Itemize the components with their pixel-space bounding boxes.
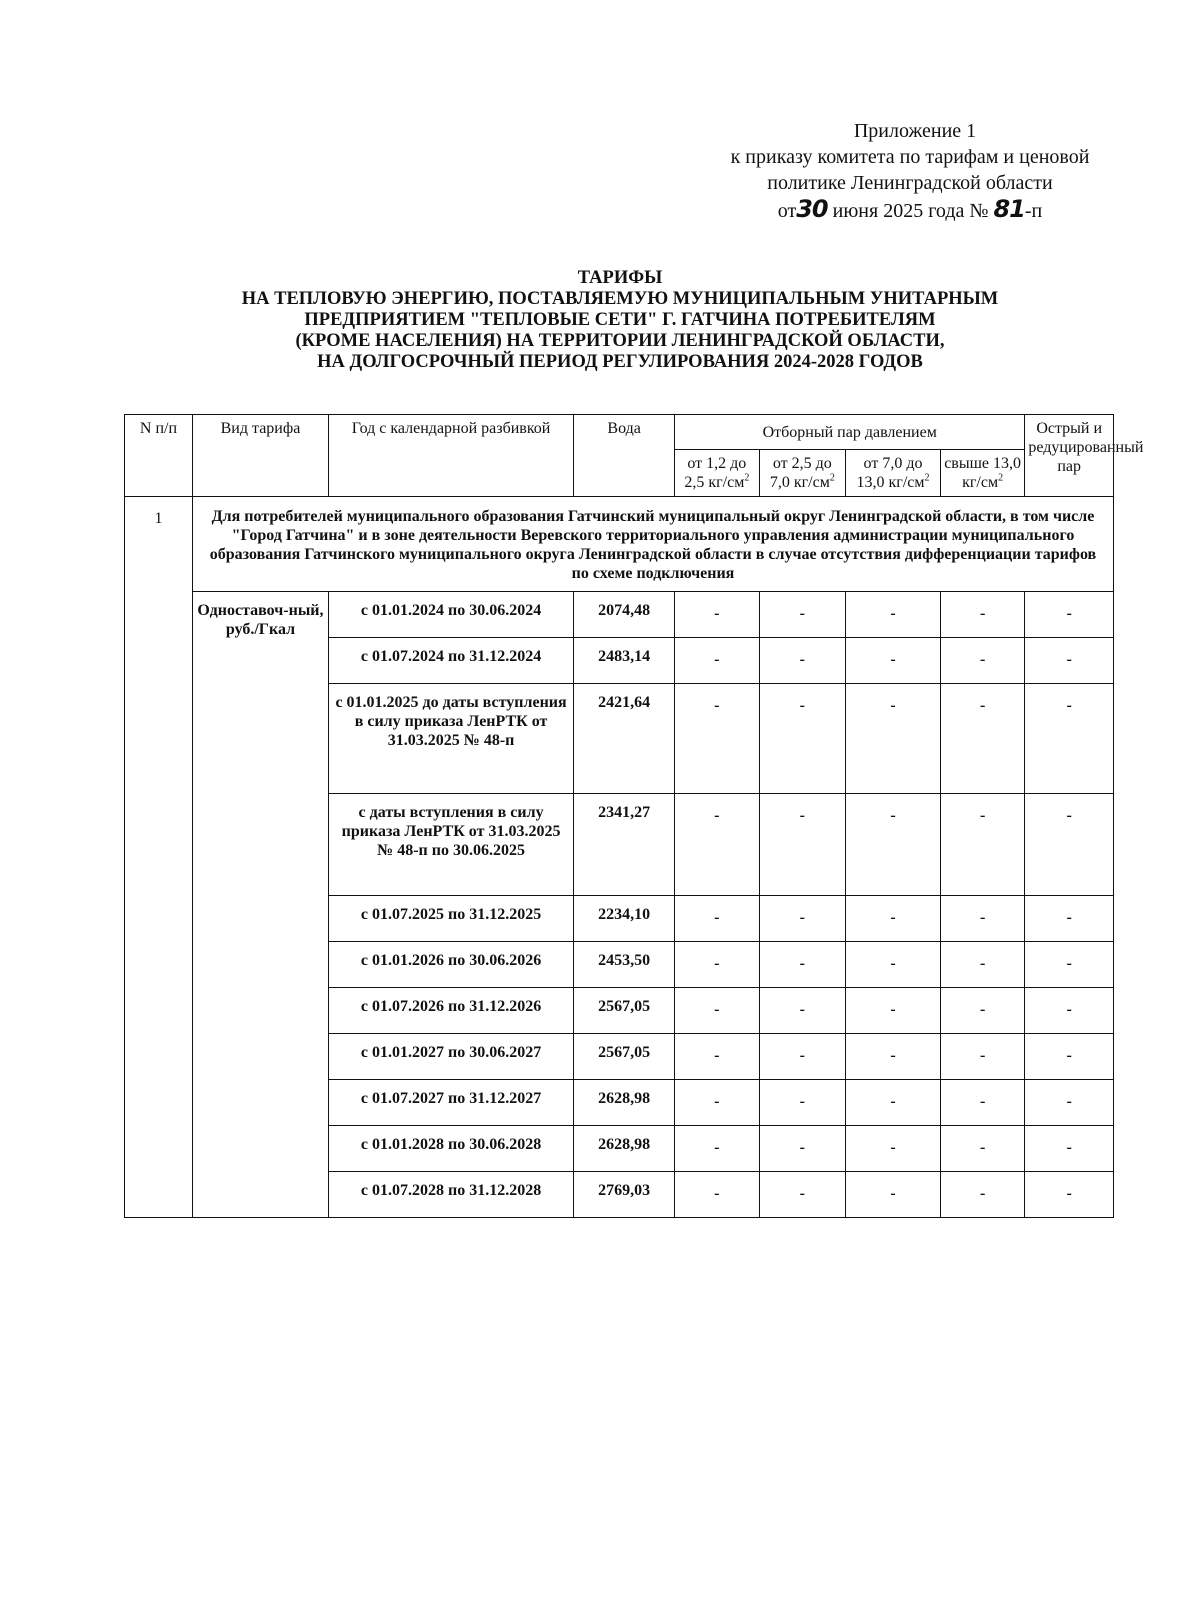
empty-dash: - [846,592,941,638]
empty-dash: - [1025,684,1114,794]
empty-dash: - [846,988,941,1034]
empty-dash: - [846,1126,941,1172]
water-value: 2421,64 [574,684,675,794]
handwritten-order-number: 81 [993,195,1025,223]
section-num: 1 [125,497,193,1218]
tariff-type-label: Одноставоч-ный, руб./Гкал [192,592,328,1218]
period-cell: с 01.01.2026 по 30.06.2026 [328,942,573,988]
empty-dash: - [675,1034,759,1080]
header-steam-3: от 7,0 до 13,0 $кг/см^2$ [846,450,941,497]
empty-dash: - [675,1126,759,1172]
header-year: Год с календарной разбивкой [328,415,573,497]
header-tariff-type: Вид тарифа [192,415,328,497]
title-line-3: ПРЕДПРИЯТИЕМ "ТЕПЛОВЫЕ СЕТИ" Г. ГАТЧИНА ПОТРЕБИТЕЛЯМ [304,310,936,330]
handwritten-day: 30 [796,195,828,223]
empty-dash: - [675,1172,759,1218]
empty-dash: - [940,896,1024,942]
empty-dash: - [846,1034,941,1080]
empty-dash: - [1025,1080,1114,1126]
period-cell: с 01.07.2028 по 31.12.2028 [328,1172,573,1218]
water-value: 2341,27 [574,794,675,896]
empty-dash: - [846,1080,941,1126]
tariff-table [124,414,1144,1218]
empty-dash: - [675,942,759,988]
water-value: 2453,50 [574,942,675,988]
table-row [125,592,1114,638]
document-title [120,268,1120,373]
water-value: 2483,14 [574,638,675,684]
empty-dash: - [940,1080,1024,1126]
empty-dash: - [1025,896,1114,942]
period-cell: с 01.07.2025 по 31.12.2025 [328,896,573,942]
date-month-year: июня 2025 года № [832,200,989,222]
empty-dash: - [759,638,846,684]
appendix-header [690,118,1130,224]
empty-dash: - [940,1034,1024,1080]
empty-dash: - [759,1080,846,1126]
empty-dash: - [846,896,941,942]
empty-dash: - [1025,638,1114,684]
empty-dash: - [846,942,941,988]
empty-dash: - [759,1034,846,1080]
header-water: Вода [574,415,675,497]
empty-dash: - [1025,592,1114,638]
empty-dash: - [675,896,759,942]
empty-dash: - [1025,1172,1114,1218]
period-cell: с 01.01.2024 по 30.06.2024 [328,592,573,638]
period-cell: с 01.07.2026 по 31.12.2026 [328,988,573,1034]
empty-dash: - [940,1172,1024,1218]
empty-dash: - [940,638,1024,684]
header-steam-group: Отборный пар давлением [675,415,1025,450]
period-cell: с 01.01.2025 до даты вступления в силу приказа ЛенРТК от 31.03.2025 № 48-п [328,684,573,794]
empty-dash: - [675,592,759,638]
empty-dash: - [940,794,1024,896]
empty-dash: - [846,1172,941,1218]
order-suffix: -п [1024,200,1043,222]
appendix-committee-line: политике Ленинградской области [767,172,1053,194]
water-value: 2567,05 [574,1034,675,1080]
empty-dash: - [675,638,759,684]
empty-dash: - [675,1080,759,1126]
empty-dash: - [675,988,759,1034]
empty-dash: - [759,684,846,794]
empty-dash: - [1025,1126,1114,1172]
section-description: Для потребителей муниципального образования Гатчинский муниципальный округ Ленинградской области, в том числе "Город Гатчина" и в зоне деятельности Веревского территориального управления администрации муниципального образования Гатчинского муниципального округа Ленинградской области в случае отсутствия дифференциации тарифов по схеме подключения [192,497,1113,592]
period-cell: с 01.01.2027 по 30.06.2027 [328,1034,573,1080]
period-cell: с 01.01.2028 по 30.06.2028 [328,1126,573,1172]
water-value: 2769,03 [574,1172,675,1218]
empty-dash: - [940,942,1024,988]
empty-dash: - [846,794,941,896]
period-cell: с 01.07.2024 по 31.12.2024 [328,638,573,684]
empty-dash: - [1025,1034,1114,1080]
title-line-4: (КРОМЕ НАСЕЛЕНИЯ) НА ТЕРРИТОРИИ ЛЕНИНГРАДСКОЙ ОБЛАСТИ, [295,331,945,351]
empty-dash: - [1025,794,1114,896]
header-sharp-steam: Острый и редуцированный пар [1025,415,1114,497]
empty-dash: - [846,684,941,794]
water-value: 2074,48 [574,592,675,638]
header-steam-4: свыше 13,0 $кг/см^2$ [940,450,1024,497]
title-line-2: НА ТЕПЛОВУЮ ЭНЕРГИЮ, ПОСТАВЛЯЕМУЮ МУНИЦИПАЛЬНЫМ УНИТАРНЫМ [241,289,999,309]
title-line-5: НА ДОЛГОСРОЧНЫЙ ПЕРИОД РЕГУЛИРОВАНИЯ 2024-2028 ГОДОВ [317,352,923,372]
period-cell: с даты вступления в силу приказа ЛенРТК от 31.03.2025 № 48-п по 30.06.2025 [328,794,573,896]
empty-dash: - [759,592,846,638]
appendix-order-line: к приказу комитета по тарифам и ценовой [730,146,1090,168]
water-value: 2628,98 [574,1126,675,1172]
empty-dash: - [759,896,846,942]
header-steam-2: от 2,5 до 7,0 $кг/см^2$ [759,450,846,497]
empty-dash: - [940,684,1024,794]
empty-dash: - [940,1126,1024,1172]
header-num: N п/п [125,415,193,497]
appendix-date-line [690,196,1130,224]
empty-dash: - [846,638,941,684]
empty-dash: - [759,942,846,988]
empty-dash: - [675,684,759,794]
title-line-1: ТАРИФЫ [577,268,663,288]
empty-dash: - [1025,988,1114,1034]
empty-dash: - [759,1172,846,1218]
water-value: 2234,10 [574,896,675,942]
empty-dash: - [759,1126,846,1172]
empty-dash: - [759,794,846,896]
header-steam-1: от 1,2 до 2,5 $кг/см^2$ [675,450,759,497]
date-prefix: от [777,200,797,222]
empty-dash: - [940,592,1024,638]
period-cell: с 01.07.2027 по 31.12.2027 [328,1080,573,1126]
empty-dash: - [1025,942,1114,988]
water-value: 2628,98 [574,1080,675,1126]
appendix-title: Приложение 1 [853,120,977,142]
water-value: 2567,05 [574,988,675,1034]
empty-dash: - [675,794,759,896]
empty-dash: - [940,988,1024,1034]
empty-dash: - [759,988,846,1034]
